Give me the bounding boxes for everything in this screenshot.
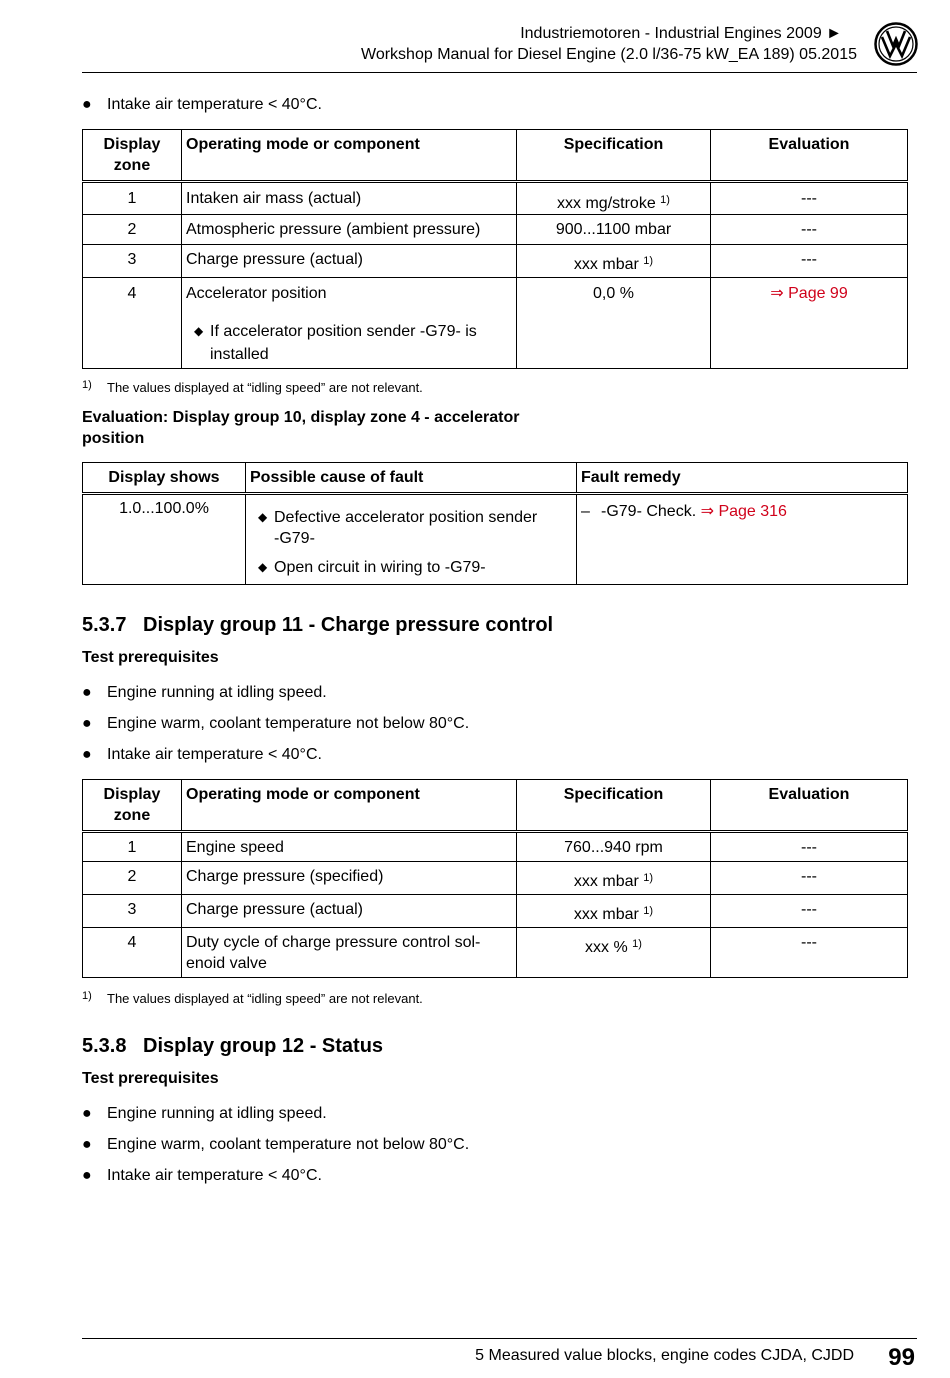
table-display-group-11 <box>82 779 908 978</box>
page-link[interactable]: ⇒ Page 316 <box>700 503 787 520</box>
column-header: Evaluation <box>711 780 908 832</box>
column-header: Display zone <box>83 130 182 182</box>
table-row: 4 Duty cycle of charge pressure control sol- enoid valve xxx % $^{1)}$ --- <box>83 928 908 978</box>
column-header: Possible cause of fault <box>246 463 577 494</box>
diamond-bullet-icon: ◆ <box>194 324 204 338</box>
diamond-bullet-icon: ◆ <box>258 510 268 524</box>
table-row: 2 Charge pressure (specified) xxx mbar $^{1)}$ --- <box>83 862 908 895</box>
header-rule <box>82 72 917 73</box>
page-number: 99 <box>888 1344 915 1371</box>
section-title: 5.3.8 Display group 12 - Status <box>82 1035 384 1057</box>
section-title: 5.3.7 Display group 11 - Charge pressure control <box>82 614 554 636</box>
prerequisites-label: Test prerequisites <box>82 649 219 666</box>
prerequisites-label: Test prerequisites <box>82 1070 219 1087</box>
table-row: 2 Atmospheric pressure (ambient pressure) 900...1100 mbar --- <box>83 215 908 245</box>
table-fault-evaluation <box>82 462 908 585</box>
column-header: Operating mode or component <box>182 130 517 182</box>
diamond-bullet-icon: ◆ <box>258 560 268 574</box>
column-header: Fault remedy <box>577 463 908 494</box>
column-header: Operating mode or component <box>182 780 517 832</box>
footer-chapter: 5 Measured value blocks, engine codes CJDA, CJDD <box>475 1347 854 1364</box>
table-row: 3 Charge pressure (actual) xxx mbar $^{1)}$ --- <box>83 245 908 278</box>
page-link[interactable]: ⇒ Page 99 <box>770 285 848 302</box>
column-header: Display shows <box>83 463 246 494</box>
table-row: 1 Engine speed 760...940 rpm --- <box>83 832 908 862</box>
footer-rule <box>82 1338 917 1339</box>
header-subtitle: Workshop Manual for Diesel Engine (2.0 l/36-75 kW_EA 189) 05.2015 <box>361 46 857 63</box>
column-header: Evaluation <box>711 130 908 182</box>
header-title: Industriemotoren - Industrial Engines 2009 ► <box>520 25 842 42</box>
table-row: 4 Accelerator position ◆ If accelerator position sender -G79- is installed 0,0 % ⇒ Page 99 <box>83 278 908 369</box>
vw-logo <box>874 22 918 66</box>
bullet-dot: ● <box>82 96 92 113</box>
column-header: Specification <box>517 130 711 182</box>
table-row: 1.0...100.0% ◆ Defective accelerator position sender -G79- ◆ Open circuit in wiring to -G79- – -G79- Check. ⇒ Page 316 <box>83 494 908 585</box>
column-header: Display zone <box>83 780 182 832</box>
table-row: 1 Intaken air mass (actual) xxx mg/stroke $^{1)}$ --- <box>83 182 908 215</box>
table-row: 3 Charge pressure (actual) xxx mbar $^{1)}$ --- <box>83 895 908 928</box>
column-header: Specification <box>517 780 711 832</box>
evaluation-heading: Evaluation: Display group 10, display zone 4 - accelerator position <box>82 409 520 447</box>
table-display-group-10 <box>82 129 908 369</box>
